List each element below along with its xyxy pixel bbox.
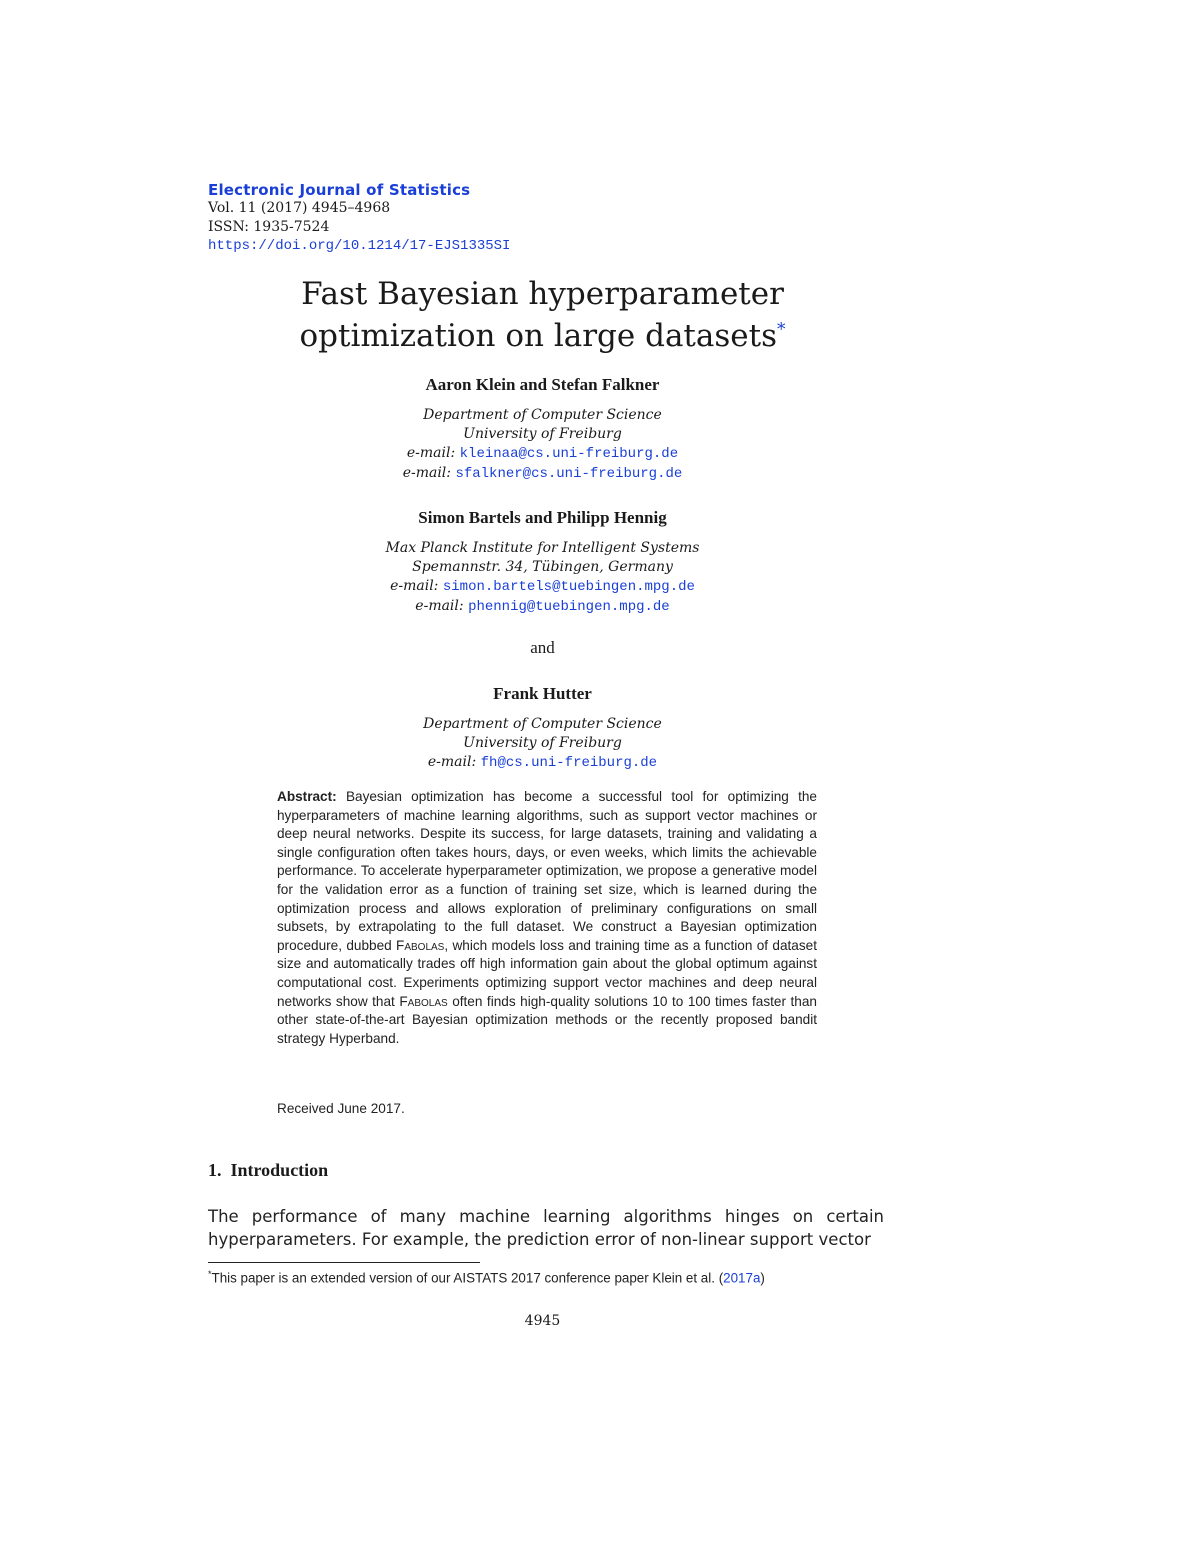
abstract-text-2: , which models loss and training time as a function of dataset size and automatically trades off high information gain about the global optimum against computational cost. Experiments optimizing support vector machines and deep neural networks show that <box>277 937 817 1009</box>
page-number: 4945 <box>524 1313 561 1329</box>
email-label: e-mail: <box>415 598 469 614</box>
title-line-1: Fast Bayesian hyperparameter <box>301 276 784 312</box>
method-name: Fabolas <box>396 937 445 953</box>
email-line <box>0 597 1085 617</box>
institution: University of Freiburg <box>463 735 622 751</box>
department: Department of Computer Science <box>423 407 662 423</box>
paper-title <box>0 273 1085 357</box>
title-footnote-mark[interactable]: * <box>777 319 786 340</box>
footnote-mark: * <box>208 1269 212 1279</box>
section-title: Introduction <box>230 1160 329 1180</box>
email-link[interactable]: phennig@tuebingen.mpg.de <box>468 599 670 615</box>
abstract-label: Abstract: <box>277 789 337 804</box>
method-name: Fabolas <box>399 993 448 1009</box>
footnote-text: This paper is an extended version of our AISTATS 2017 conference paper Klein et al. <box>211 1270 715 1286</box>
doi-link[interactable]: https://doi.org/10.1214/17-EJS1335SI <box>208 238 511 254</box>
department: Max Planck Institute for Intelligent Systems <box>385 540 700 556</box>
email-label: e-mail: <box>402 465 456 481</box>
email-label: e-mail: <box>427 754 481 770</box>
journal-issn: ISSN: 1935-7524 <box>208 219 330 235</box>
section-number: 1. <box>208 1160 222 1180</box>
email-line <box>0 577 1085 597</box>
email-link[interactable]: fh@cs.uni-freiburg.de <box>480 755 658 771</box>
journal-volume: Vol. 11 (2017) 4945–4968 <box>208 200 391 216</box>
received-date: Received June 2017. <box>277 1101 405 1116</box>
email-label: e-mail: <box>390 578 443 594</box>
abstract <box>277 788 817 1048</box>
footnote <box>208 1265 888 1287</box>
email-link[interactable]: simon.bartels@tuebingen.mpg.de <box>442 579 695 595</box>
affiliation-1 <box>0 406 1085 484</box>
author-names-3: Frank Hutter <box>493 684 592 703</box>
email-link[interactable]: kleinaa@cs.uni-freiburg.de <box>459 446 679 462</box>
intro-paragraph: The performance of many machine learning algorithms hinges on certain hyperparameters. For example, the prediction error of non-linear support vector <box>208 1207 884 1249</box>
author-names-2: Simon Bartels and Philipp Hennig <box>418 508 667 527</box>
email-line <box>0 464 1085 484</box>
footnote-rule <box>208 1262 480 1263</box>
institution: University of Freiburg <box>463 426 622 442</box>
department: Department of Computer Science <box>423 716 662 732</box>
author-names-1: Aaron Klein and Stefan Falkner <box>425 375 660 394</box>
abstract-text-1: Bayesian optimization has become a successful tool for optimizing the hyperparameters of machine learning algorithms, such as support vector machines or deep neural networks. Despite its success, for large datasets, training and validating a single configuration often takes hours, days, or even weeks, which limits the achievable performance. To accelerate hyperparameter optimization, we propose a generative model for the validation error as a function of training set size, which is learned during the optimization process and allows exploration of preliminary configurations on small subsets, by extrapolating to the full dataset. We construct a Bayesian optimization procedure, dubbed <box>277 789 817 953</box>
title-line-2: optimization on large datasets <box>299 318 777 354</box>
affiliation-3 <box>0 715 1085 773</box>
email-link[interactable]: sfalkner@cs.uni-freiburg.de <box>455 466 683 482</box>
abstract-text-3: often finds high-quality solutions 10 to 100 times faster than other state-of-the-art Bayesian optimization methods or the recently proposed bandit strategy Hyperband. <box>277 993 817 1046</box>
email-label: e-mail: <box>406 445 460 461</box>
section-heading <box>208 1160 328 1181</box>
and-separator: and <box>530 638 555 657</box>
cite-open: ( <box>718 1270 724 1286</box>
institution: Spemannstr. 34, Tübingen, Germany <box>412 559 673 575</box>
citation-link[interactable]: 2017a <box>723 1270 761 1286</box>
cite-close: ) <box>760 1270 765 1286</box>
affiliation-2 <box>0 539 1085 617</box>
journal-name[interactable]: Electronic Journal of Statistics <box>208 181 471 199</box>
email-line <box>0 753 1085 773</box>
email-line <box>0 444 1085 464</box>
